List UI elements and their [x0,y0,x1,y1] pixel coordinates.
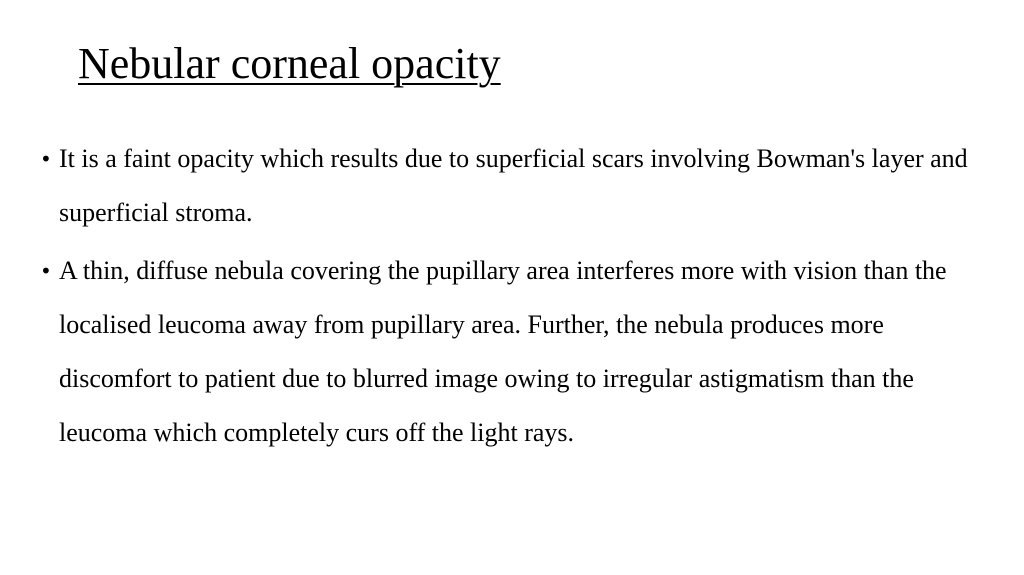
list-item [40,132,970,240]
slide-title: Nebular corneal opacity [78,39,501,88]
bullet-text: A thin, diffuse nebula covering the pupillary area interferes more with vision than the localised leucoma away from pupillary area. Further, the nebula produces more discomfort to patient due to blurred image owing to irregular astigmatism than the leucoma which completely curs off the light rays. [59,256,947,447]
bullet-icon: • [40,259,52,283]
bullet-text: It is a faint opacity which results due to superficial scars involving Bowman's layer and superficial stroma. [59,144,968,227]
list-item [40,244,970,460]
bullet-list [40,132,970,464]
bullet-icon: • [40,147,52,171]
